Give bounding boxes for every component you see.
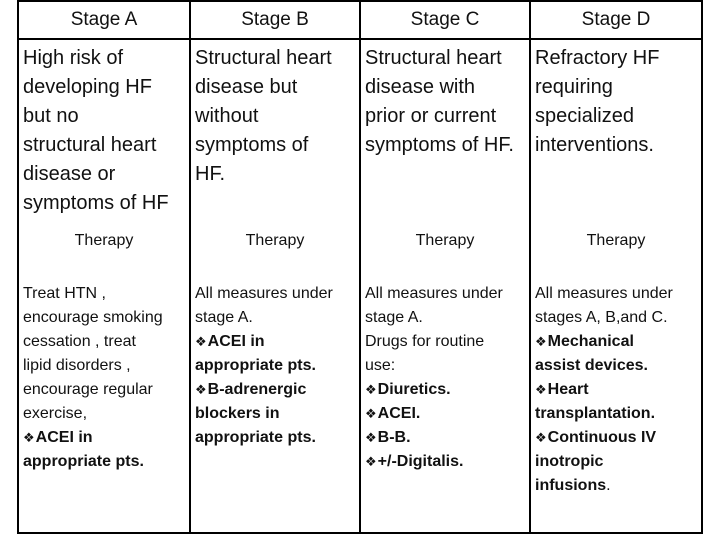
therapy-line: [23, 426, 185, 450]
therapy-line: [365, 330, 525, 354]
therapy-text: appropriate pts.: [23, 453, 144, 470]
therapy-text: Mechanical: [547, 333, 634, 350]
therapy-text: stage A.: [365, 309, 423, 326]
therapy-text: +/-Digitalis.: [377, 453, 464, 470]
therapy-text: encourage regular: [23, 381, 153, 398]
therapy-line: [23, 330, 185, 354]
therapy-text: All measures under: [195, 285, 333, 302]
therapy-line: [535, 354, 697, 378]
therapy-text: ACEI in: [207, 333, 265, 350]
therapy-line: [23, 450, 185, 474]
description-line: without: [195, 105, 259, 127]
stage-b-header: Stage B: [190, 1, 360, 39]
description-line: prior or current: [365, 105, 497, 127]
stage-a-therapy-label: Therapy: [18, 222, 190, 268]
stage-a-description: [18, 39, 190, 222]
stage-c-description: [360, 39, 530, 222]
therapy-line: [535, 450, 697, 474]
therapy-line: [365, 450, 525, 474]
stage-a-header: Stage A: [18, 1, 190, 39]
stage-c-header: Stage C: [360, 1, 530, 39]
description-line: symptoms of HF: [23, 192, 169, 214]
diamond-bullet-icon: ❖: [23, 430, 35, 445]
therapy-line: [23, 402, 185, 426]
stage-header-row: [18, 1, 702, 39]
therapy-line: [365, 306, 525, 330]
therapy-text: Heart: [547, 381, 589, 398]
therapy-text: ACEI.: [377, 405, 421, 422]
therapy-text: appropriate pts.: [195, 357, 316, 374]
therapy-text: B-adrenergic: [207, 381, 307, 398]
therapy-text: inotropic: [535, 453, 604, 470]
therapy-text: All measures under: [535, 285, 673, 302]
therapy-line: [535, 378, 697, 402]
diamond-bullet-icon: ❖: [195, 334, 207, 349]
therapy-line: [195, 306, 355, 330]
stage-b-therapy-label: Therapy: [190, 222, 360, 268]
therapy-text: Drugs for routine: [365, 333, 485, 350]
therapy-text: stages A, B,and C.: [535, 309, 668, 326]
therapy-text: B-B.: [377, 429, 411, 446]
description-line: interventions.: [535, 134, 654, 156]
therapy-label-row: [18, 222, 702, 268]
therapy-text: exercise,: [23, 405, 88, 422]
stage-d-therapy: [530, 268, 702, 533]
therapy-text: .: [606, 477, 611, 494]
therapy-line: [535, 306, 697, 330]
description-line: High risk of: [23, 47, 124, 69]
heart-failure-stages-table: [17, 0, 703, 534]
therapy-text: infusions: [535, 477, 607, 494]
stage-b-therapy: [190, 268, 360, 533]
diamond-bullet-icon: ❖: [365, 430, 377, 445]
therapy-line: [195, 354, 355, 378]
diamond-bullet-icon: ❖: [365, 382, 377, 397]
therapy-line: [195, 426, 355, 450]
therapy-text: All measures under: [365, 285, 503, 302]
therapy-line: [195, 378, 355, 402]
description-line: disease or: [23, 163, 116, 185]
description-line: developing HF: [23, 76, 152, 98]
therapy-text: use:: [365, 357, 396, 374]
therapy-text: encourage smoking: [23, 309, 163, 326]
therapy-text: blockers in: [195, 405, 280, 422]
therapy-text: assist devices.: [535, 357, 648, 374]
therapy-line: [535, 402, 697, 426]
therapy-text: cessation , treat: [23, 333, 136, 350]
therapy-line: [535, 330, 697, 354]
therapy-line: [23, 282, 185, 306]
description-line: structural heart: [23, 134, 157, 156]
therapy-line: [535, 282, 697, 306]
therapy-text: stage A.: [195, 309, 253, 326]
diamond-bullet-icon: ❖: [535, 382, 547, 397]
therapy-text: transplantation.: [535, 405, 656, 422]
description-line: symptoms of: [195, 134, 309, 156]
therapy-line: [23, 306, 185, 330]
therapy-text: Treat HTN ,: [23, 285, 106, 302]
therapy-text: Diuretics.: [377, 381, 451, 398]
diamond-bullet-icon: ❖: [195, 382, 207, 397]
stage-d-therapy-label: Therapy: [530, 222, 702, 268]
therapy-line: [365, 354, 525, 378]
diamond-bullet-icon: ❖: [535, 430, 547, 445]
description-line: requiring: [535, 76, 613, 98]
diamond-bullet-icon: ❖: [365, 454, 377, 469]
therapy-line: [195, 330, 355, 354]
description-line: symptoms of HF.: [365, 134, 514, 156]
description-line: disease with: [365, 76, 476, 98]
therapy-text: ACEI in: [35, 429, 93, 446]
stage-c-therapy: [360, 268, 530, 533]
stage-d-description: [530, 39, 702, 222]
therapy-line: [195, 402, 355, 426]
description-line: specialized: [535, 105, 634, 127]
description-line: Structural heart: [365, 47, 502, 69]
description-line: HF.: [195, 163, 225, 185]
therapy-line: [535, 426, 697, 450]
therapy-line: [365, 426, 525, 450]
description-line: Structural heart: [195, 47, 332, 69]
diamond-bullet-icon: ❖: [535, 334, 547, 349]
therapy-line: [23, 378, 185, 402]
therapy-line: [365, 402, 525, 426]
therapy-text: appropriate pts.: [195, 429, 316, 446]
therapy-line: [23, 354, 185, 378]
therapy-text: lipid disorders ,: [23, 357, 131, 374]
diamond-bullet-icon: ❖: [365, 406, 377, 421]
stage-description-row: [18, 39, 702, 222]
stage-a-therapy: [18, 268, 190, 533]
therapy-line: [365, 378, 525, 402]
stage-b-description: [190, 39, 360, 222]
therapy-content-row: [18, 268, 702, 533]
therapy-line: [365, 282, 525, 306]
description-line: disease but: [195, 76, 298, 98]
therapy-line: [535, 474, 697, 498]
therapy-text: Continuous IV: [547, 429, 657, 446]
therapy-line: [195, 282, 355, 306]
description-line: Refractory HF: [535, 47, 660, 69]
description-line: but no: [23, 105, 79, 127]
stage-d-header: Stage D: [530, 1, 702, 39]
stage-c-therapy-label: Therapy: [360, 222, 530, 268]
